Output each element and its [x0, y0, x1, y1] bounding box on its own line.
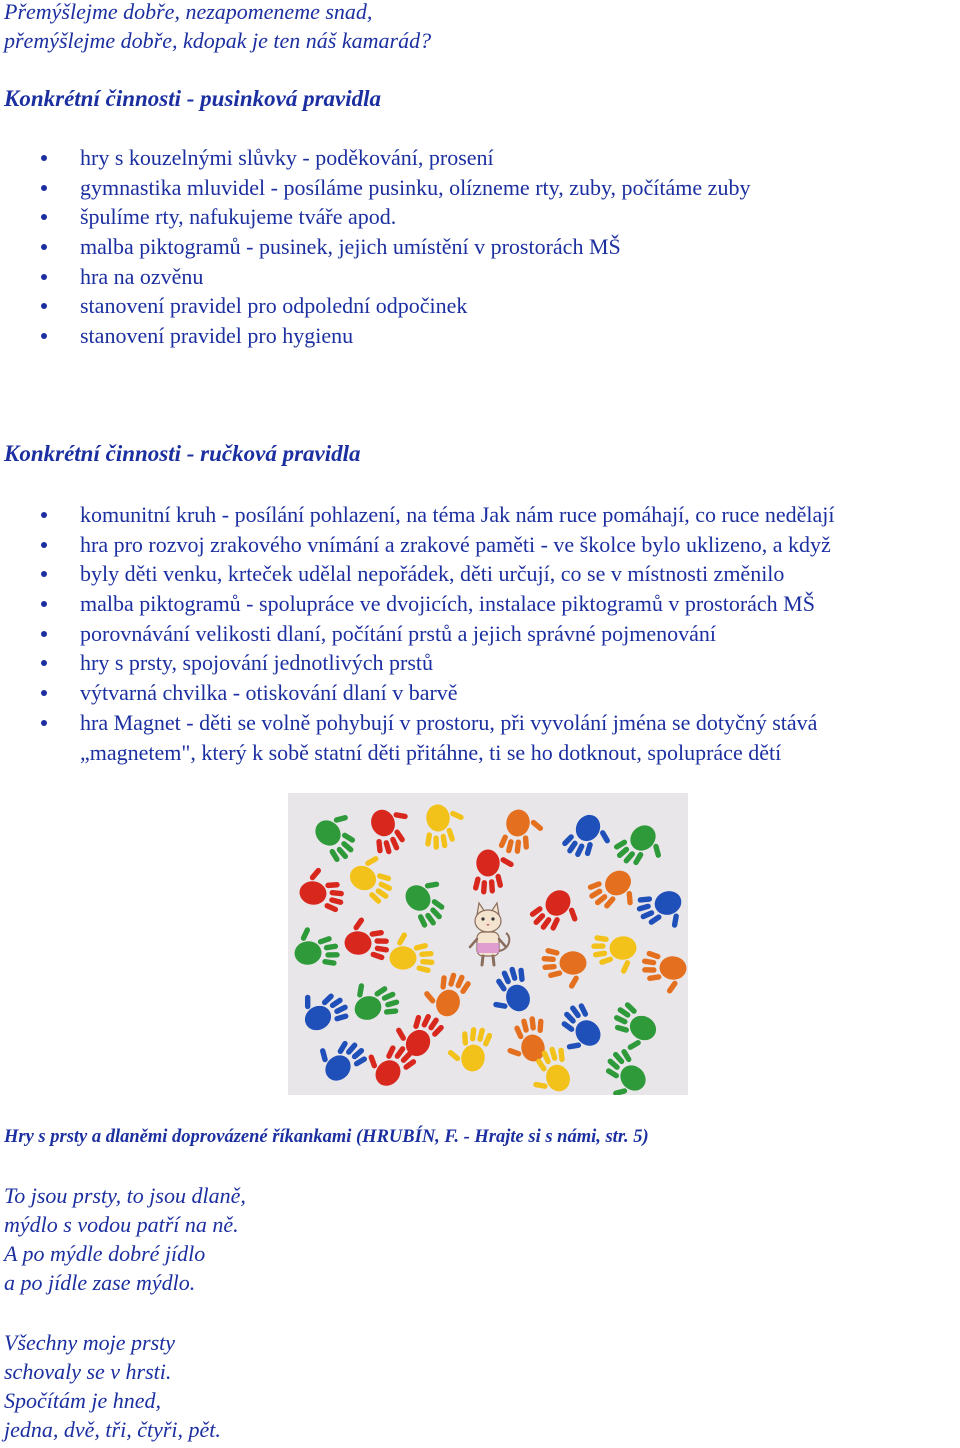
- bullet-icon: [41, 631, 47, 637]
- section1-list: [0, 143, 960, 351]
- list-item-text: špulíme rty, nafukujeme tváře apod.: [80, 204, 397, 230]
- list-item: [0, 321, 960, 351]
- poem-line: To jsou prsty, to jsou dlaně,: [4, 1183, 246, 1208]
- bullet-icon: [41, 333, 47, 339]
- bullet-icon: [41, 601, 47, 607]
- section2-list: [0, 500, 960, 767]
- list-item-text: byly děti venku, krteček udělal nepořádek, děti určují, co se v místnosti změnilo: [80, 561, 785, 587]
- list-item-text: komunitní kruh - posílání pohlazení, na téma Jak nám ruce pomáhají, co ruce nedělají: [80, 502, 835, 527]
- list-item-text: porovnávání velikosti dlaní, počítání prstů a jejich správné pojmenování: [80, 620, 717, 646]
- list-item: [0, 589, 960, 619]
- poem-line: mýdlo s vodou patří na ně.: [4, 1212, 239, 1237]
- bullet-icon: [41, 512, 47, 518]
- list-item: [0, 500, 960, 530]
- list-item: [0, 619, 960, 649]
- list-item: [0, 202, 960, 232]
- list-item-text: stanovení pravidel pro hygienu: [80, 323, 354, 349]
- bullet-icon: [41, 303, 47, 309]
- list-item-text: hra na ozvěnu: [80, 263, 204, 289]
- list-item: [0, 262, 960, 292]
- bullet-icon: [41, 542, 47, 548]
- list-item: [0, 232, 960, 262]
- handprints-photo: [288, 793, 688, 1095]
- bullet-icon: [41, 244, 47, 250]
- bullet-icon: [41, 720, 47, 726]
- bullet-icon: [41, 185, 47, 191]
- bullet-icon: [41, 660, 47, 666]
- bullet-icon: [41, 571, 47, 577]
- bullet-icon: [41, 214, 47, 220]
- list-item-text: „magnetem", který k sobě statní děti přitáhne, ti se ho dotknout, spolupráce dětí: [80, 739, 782, 765]
- list-item-text: malba piktogramů - pusinek, jejich umístění v prostorách MŠ: [80, 234, 621, 260]
- list-item-text: hry s prsty, spojování jednotlivých prstů: [80, 650, 433, 676]
- intro-line-1: Přemýšlejme dobře, nezapomeneme snad,: [4, 0, 373, 24]
- list-item: [0, 648, 960, 678]
- section2-heading: Konkrétní činnosti - ručková pravidla: [4, 441, 361, 466]
- poem-line: A po mýdle dobré jídlo: [4, 1241, 206, 1266]
- poem-line: a po jídle zase mýdlo.: [4, 1270, 196, 1295]
- list-item: [0, 173, 960, 203]
- bullet-icon: [41, 274, 47, 280]
- list-item-text: stanovení pravidel pro odpolední odpočinek: [80, 293, 468, 319]
- list-item: [0, 291, 960, 321]
- list-item-text: hra pro rozvoj zrakového vnímání a zrakové paměti - ve školce bylo uklizeno, a když: [80, 531, 831, 557]
- list-item: [0, 708, 960, 738]
- list-item: [0, 559, 960, 589]
- poem-line: jedna, dvě, tři, čtyři, pět.: [4, 1417, 221, 1442]
- poem-line: schovaly se v hrsti.: [4, 1359, 172, 1384]
- poem-line: Všechny moje prsty: [4, 1330, 176, 1355]
- list-item: [0, 143, 960, 173]
- list-item-text: hry s kouzelnými slůvky - poděkování, prosení: [80, 145, 494, 170]
- bullet-icon: [41, 155, 47, 161]
- list-item: [0, 530, 960, 560]
- list-item-text: malba piktogramů - spolupráce ve dvojicích, instalace piktogramů v prostorách MŠ: [80, 591, 815, 617]
- list-item-text: hra Magnet - děti se volně pohybují v prostoru, při vyvolání jména se dotyčný stává: [80, 709, 818, 735]
- list-item-text: gymnastika mluvidel - posíláme pusinku, olízneme rty, zuby, počítáme zuby: [80, 174, 751, 200]
- list-item-text: výtvarná chvilka - otiskování dlaní v barvě: [80, 680, 458, 706]
- poem-line: Spočítám je hned,: [4, 1388, 162, 1413]
- source-caption: Hry s prsty a dlaněmi doprovázené říkankami (HRUBÍN, F. - Hrajte si s námi, str. 5): [4, 1127, 649, 1147]
- intro-line-2: přemýšlejme dobře, kdopak je ten náš kamarád?: [4, 28, 432, 53]
- list-item-continuation: [0, 738, 960, 768]
- bullet-icon: [41, 690, 47, 696]
- list-item: [0, 678, 960, 708]
- section1-heading: Konkrétní činnosti - pusinková pravidla: [4, 86, 382, 111]
